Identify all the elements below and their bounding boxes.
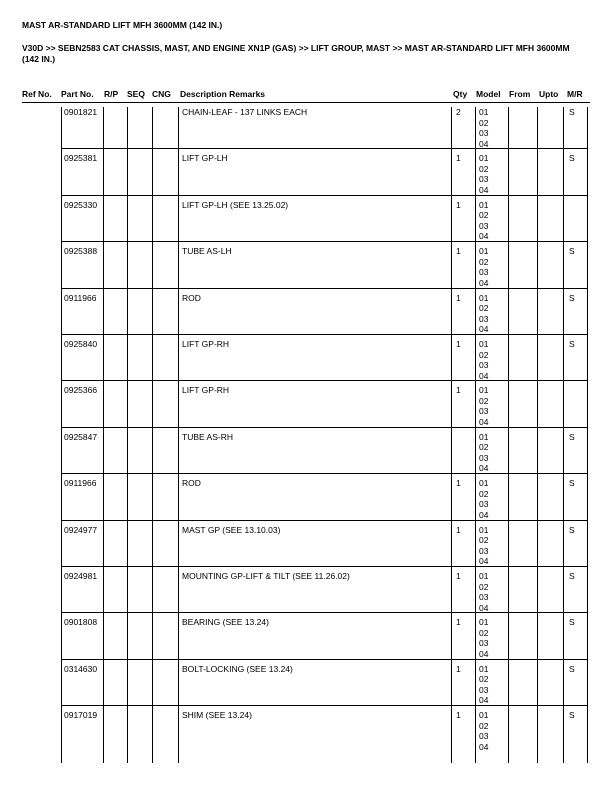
row-divider — [61, 288, 587, 289]
part-number: 0925840 — [64, 339, 98, 349]
model-code: 04 — [479, 184, 489, 195]
make-or-reference: S — [569, 617, 575, 628]
model-list — [479, 107, 488, 149]
model-code: 02 — [479, 535, 489, 546]
description: LIFT GP-RH — [182, 385, 230, 396]
make-or-reference: S — [569, 107, 575, 117]
description: TUBE AS-RH — [182, 431, 234, 442]
quantity: 1 — [456, 385, 461, 396]
model-code: 01 — [479, 246, 489, 257]
row-divider — [61, 566, 587, 567]
quantity: 1 — [456, 199, 461, 210]
make-or-reference: S — [569, 663, 575, 674]
model-code: 02 — [479, 581, 489, 592]
row-divider — [61, 334, 587, 335]
model-list — [479, 432, 488, 474]
model-code: 02 — [479, 349, 489, 360]
col-cng: CNG — [152, 89, 171, 99]
model-code: 01 — [479, 107, 489, 117]
model-code: 04 — [479, 648, 489, 659]
quantity: 2 — [456, 107, 461, 117]
model-code: 01 — [479, 339, 489, 349]
description: LIFT GP-LH (SEE 13.25.02) — [182, 199, 289, 210]
model-code: 01 — [479, 385, 489, 396]
model-code: 02 — [479, 395, 489, 406]
make-or-reference: S — [569, 292, 575, 303]
model-code: 03 — [479, 406, 489, 417]
row-divider — [61, 612, 587, 613]
make-or-reference: S — [569, 478, 575, 489]
model-code: 02 — [479, 163, 489, 174]
model-code: 03 — [479, 452, 489, 463]
part-number: 0925847 — [64, 431, 98, 442]
col-part-no: Part No. — [61, 89, 94, 99]
col-ref-no: Ref No. — [22, 89, 52, 99]
model-code: 04 — [479, 277, 489, 288]
row-divider — [61, 659, 587, 660]
model-code: 02 — [479, 627, 489, 638]
model-list — [479, 571, 488, 613]
description: BEARING (SEE 13.24) — [182, 617, 269, 628]
page-title: MAST AR-STANDARD LIFT MFH 3600MM (142 IN.) — [22, 20, 223, 30]
model-code: 03 — [479, 128, 489, 138]
col-from: From — [509, 89, 531, 99]
model-code: 04 — [479, 602, 489, 613]
model-code: 04 — [479, 416, 489, 427]
column-divider — [152, 107, 153, 763]
description: CHAIN-LEAF - 137 LINKS EACH — [182, 107, 308, 117]
model-code: 02 — [479, 256, 489, 267]
model-code: 02 — [479, 303, 489, 314]
part-number: 0901808 — [64, 617, 98, 628]
quantity: 1 — [456, 246, 461, 257]
column-divider — [537, 107, 538, 763]
quantity: 1 — [456, 710, 461, 721]
quantity: 1 — [456, 339, 461, 349]
model-code: 04 — [479, 695, 489, 706]
model-code: 01 — [479, 571, 489, 581]
model-list — [479, 478, 488, 520]
model-code: 01 — [479, 478, 489, 489]
part-number: 0911966 — [64, 292, 97, 303]
quantity: 1 — [456, 571, 461, 581]
description: ROD — [182, 478, 201, 489]
row-divider — [61, 520, 587, 521]
model-code: 03 — [479, 267, 489, 278]
part-number: 0925388 — [64, 246, 98, 257]
header-divider — [22, 102, 590, 103]
model-code: 03 — [479, 174, 489, 185]
model-code: 02 — [479, 488, 489, 499]
model-code: 03 — [479, 638, 489, 649]
description: MAST GP (SEE 13.10.03) — [182, 524, 281, 535]
column-divider — [587, 107, 588, 763]
part-number: 0924977 — [64, 524, 98, 535]
column-divider — [178, 107, 179, 763]
model-code: 04 — [479, 741, 489, 752]
part-number: 0925381 — [64, 153, 98, 164]
model-code: 04 — [479, 138, 489, 149]
model-code: 03 — [479, 545, 489, 556]
model-code: 02 — [479, 674, 489, 685]
model-code: 03 — [479, 313, 489, 324]
model-code: 01 — [479, 710, 489, 721]
quantity: 1 — [456, 153, 461, 164]
model-code: 04 — [479, 556, 489, 567]
part-number: 0314630 — [64, 663, 98, 674]
description: LIFT GP-LH — [182, 153, 228, 164]
description: LIFT GP-RH — [182, 339, 230, 349]
model-code: 01 — [479, 524, 489, 535]
model-list — [479, 246, 488, 288]
model-code: 01 — [479, 431, 489, 442]
column-divider — [508, 107, 509, 763]
quantity: 1 — [456, 617, 461, 628]
model-code: 04 — [479, 509, 489, 520]
row-divider — [61, 148, 587, 149]
part-number: 0901821 — [64, 107, 98, 117]
model-list — [479, 200, 488, 242]
model-code: 01 — [479, 617, 489, 628]
model-code: 03 — [479, 731, 489, 742]
column-divider — [127, 107, 128, 763]
make-or-reference: S — [569, 524, 575, 535]
model-list — [479, 617, 488, 659]
row-divider — [61, 195, 587, 196]
model-code: 03 — [479, 220, 489, 231]
model-list — [479, 339, 488, 381]
part-number: 0925330 — [64, 199, 98, 210]
col-description: Description Remarks — [180, 89, 266, 99]
quantity: 1 — [456, 663, 461, 674]
model-list — [479, 293, 488, 335]
row-divider — [61, 705, 587, 706]
row-divider — [61, 427, 587, 428]
breadcrumb: V30D >> SEBN2583 CAT CHASSIS, MAST, AND ENGINE XN1P (GAS) >> LIFT GROUP, MAST >> MAST AR-STANDARD LIFT MFH 3600MM (142 IN.) — [22, 43, 570, 64]
row-divider — [61, 380, 587, 381]
model-code: 02 — [479, 442, 489, 453]
col-seq: SEQ — [127, 89, 145, 99]
column-divider — [451, 107, 452, 763]
make-or-reference: S — [569, 710, 575, 721]
quantity: 1 — [456, 292, 461, 303]
col-mr: M/R — [567, 89, 583, 99]
make-or-reference: S — [569, 431, 575, 442]
model-code: 01 — [479, 153, 489, 164]
model-list — [479, 385, 488, 427]
model-code: 02 — [479, 117, 489, 128]
column-divider — [475, 107, 476, 763]
model-code: 01 — [479, 663, 489, 674]
model-code: 03 — [479, 684, 489, 695]
model-code: 03 — [479, 499, 489, 510]
model-code: 01 — [479, 292, 489, 303]
part-number: 0911966 — [64, 478, 97, 489]
model-code: 02 — [479, 210, 489, 221]
column-divider — [563, 107, 564, 763]
model-code: 04 — [479, 324, 489, 335]
column-divider — [103, 107, 104, 763]
description: SHIM (SEE 13.24) — [182, 710, 252, 721]
model-list — [479, 525, 488, 567]
description: BOLT-LOCKING (SEE 13.24) — [182, 663, 293, 674]
column-divider — [61, 107, 62, 763]
part-number: 0917019 — [64, 710, 98, 721]
description: ROD — [182, 292, 201, 303]
model-code: 04 — [479, 463, 489, 474]
col-rp: R/P — [104, 89, 119, 99]
quantity: 1 — [456, 478, 461, 489]
model-code: 04 — [479, 231, 489, 242]
model-list — [479, 710, 488, 752]
col-upto: Upto — [539, 89, 559, 99]
col-model: Model — [476, 89, 501, 99]
part-number: 0924981 — [64, 571, 98, 581]
model-list — [479, 664, 488, 706]
quantity: 1 — [456, 524, 461, 535]
model-code: 03 — [479, 360, 489, 370]
row-divider — [61, 241, 587, 242]
row-divider — [61, 473, 587, 474]
make-or-reference: S — [569, 153, 575, 164]
col-qty: Qty — [453, 89, 468, 99]
make-or-reference: S — [569, 571, 575, 581]
model-code: 04 — [479, 370, 489, 381]
make-or-reference: S — [569, 339, 575, 349]
make-or-reference: S — [569, 246, 575, 257]
model-code: 03 — [479, 592, 489, 602]
description: MOUNTING GP-LIFT & TILT (SEE 11.26.02) — [182, 571, 350, 581]
model-code: 02 — [479, 720, 489, 731]
part-number: 0925366 — [64, 385, 98, 396]
model-code: 01 — [479, 199, 489, 210]
model-list — [479, 153, 488, 195]
description: TUBE AS-LH — [182, 246, 232, 257]
